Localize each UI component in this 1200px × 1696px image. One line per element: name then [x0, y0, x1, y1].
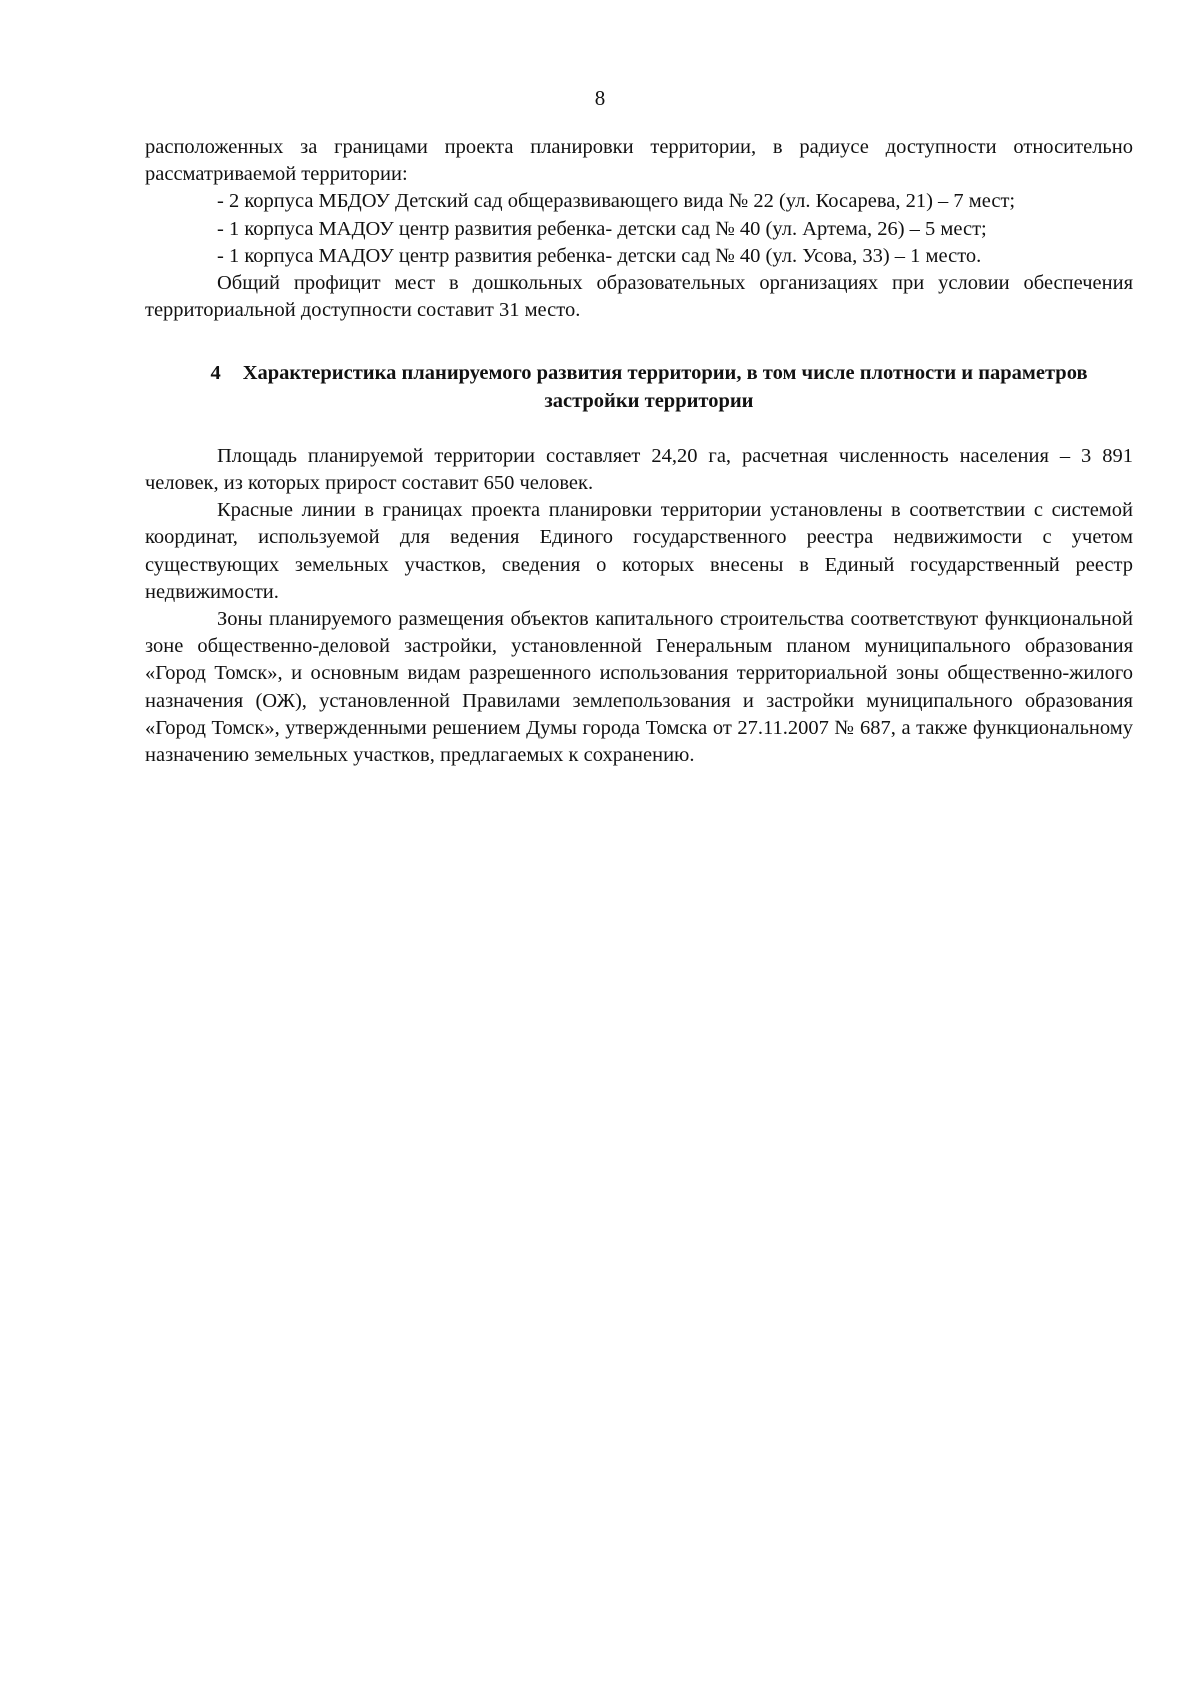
list-item-kindergarten-22: - 2 корпуса МБДОУ Детский сад общеразвивающего вида № 22 (ул. Косарева, 21) – 7 мест; — [217, 190, 1016, 213]
list-item-kindergarten-40-usova: - 1 корпуса МАДОУ центр развития ребенка- детски сад № 40 (ул. Усова, 33) – 1 место. — [217, 244, 982, 267]
section-title: Характеристика планируемого развития территории, в том числе плотности и параметров застройки территории — [242, 362, 1088, 412]
section-number: 4 — [210, 362, 221, 385]
list-item-kindergarten-40-artema: - 1 корпуса МАДОУ центр развития ребенка- детски сад № 40 (ул. Артема, 26) – 5 мест; — [217, 217, 987, 240]
paragraph-zones: Зоны планируемого размещения объектов капитального строительства соответствуют функциональной зоне общественно-деловой застройки, установленной Генеральным планом муниципального образования «Город Томск», и основным видам разрешенного использования территориальной зоны общественно-жилого назначения (ОЖ), установленной Правилами землепользования и застройки муниципального образования «Город Томск», утвержденными решением Думы города Томска от 27.11.2007 № 687, а также функциональному назначению земельных участков, предлагаемых к сохранению. — [145, 608, 1133, 767]
paragraph-continuation: расположенных за границами проекта планировки территории, в радиусе доступности относительно рассматриваемой территории: — [145, 136, 1133, 186]
document-body — [145, 134, 1133, 769]
paragraph-total-surplus: Общий профицит мест в дошкольных образовательных организациях при условии обеспечения территориальной доступности составит 31 место. — [145, 272, 1133, 322]
page-number: 8 — [594, 86, 606, 110]
section-heading — [145, 360, 1133, 414]
paragraph-area-population: Площадь планируемой территории составляет 24,20 га, расчетная численность населения – 3 891 человек, из которых прирост составит 650 человек. — [145, 444, 1133, 495]
paragraph-red-lines: Красные линии в границах проекта планировки территории установлены в соответствии с системой координат, используемой для ведения Единого государственного реестра недвижимости с учетом существующих земельных участков, сведения о которых внесены в Единый государственный реестр недвижимости. — [145, 499, 1133, 603]
